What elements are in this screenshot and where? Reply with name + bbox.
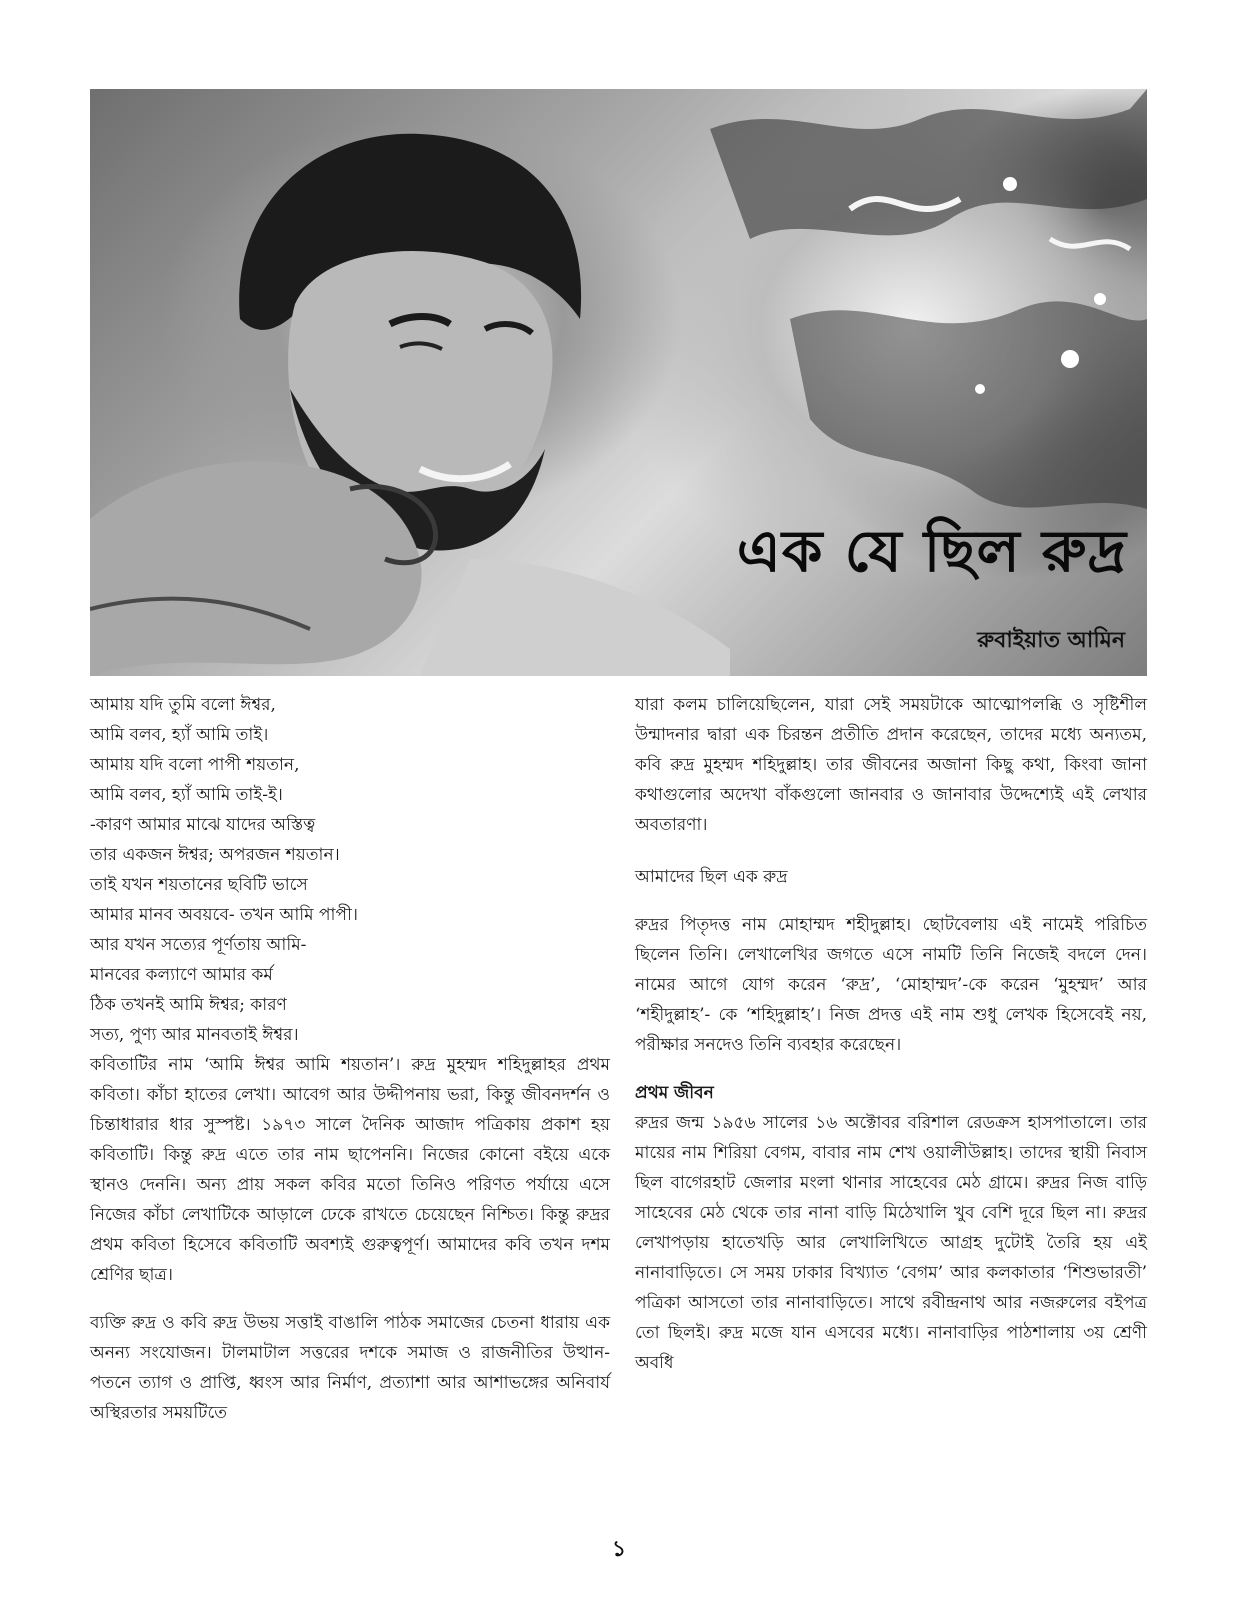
right-column	[635, 690, 1147, 1378]
name-paragraph: রুদ্রর পিতৃদত্ত নাম মোহাম্মদ শহীদুল্লাহ। ছোটবেলায় এই নামেই পরিচিত ছিলেন তিনি। লেখালেখির জগতে এসে নামটি তিনি নিজেই বদলে দেন। নামের আগে যোগ করেন ‘রুদ্র’, ‘মোহাম্মদ’-কে করেন ‘মুহম্মদ’ আর ‘শহীদুল্লাহ’- কে ‘শহিদুল্লাহ’। নিজ প্রদত্ত এই নাম শুধু লেখক হিসেবেই নয়, পরীক্ষার সনদেও তিনি ব্যবহার করেছেন।	[635, 915, 1147, 1055]
author-name: রুবাইয়াত আমিন	[977, 628, 1125, 653]
poem-line: সত্য, পুণ্য আর মানবতাই ঈশ্বর।	[90, 1025, 299, 1045]
intro-paragraph: যারা কলম চালিয়েছিলেন, যারা সেই সময়টাকে আত্মোপলব্ধি ও সৃষ্টিশীল উন্মাদনার দ্বারা এক চিরন্তন প্রতীতি প্রদান করেছেন, তাদের মধ্যে অন্যতম, কবি রুদ্র মুহম্মদ শহিদুল্লাহ। তার জীবনের অজানা কিছু কথা, কিংবা জানা কথাগুলোর অদেখা বাঁকগুলো জানবার ও জানাবার উদ্দেশ্যেই এই লেখার অবতারণা।	[635, 695, 1147, 835]
subheading: আমাদের ছিল এক রুদ্র	[635, 867, 788, 887]
hero-photo	[90, 89, 1147, 676]
poem-line: আমায় যদি তুমি বলো ঈশ্বর,	[90, 695, 276, 715]
poem-line: তার একজন ঈশ্বর; অপরজন শয়তান।	[90, 845, 340, 865]
poem-line: তাই যখন শয়তানের ছবিটি ভাসে	[90, 875, 308, 895]
poem-line: আর যখন সত্যের পূর্ণতায় আমি-	[90, 935, 307, 955]
section-heading: প্রথম জীবন	[635, 1083, 714, 1103]
poem-line: মানবের কল্যাণে আমার কর্ম	[90, 965, 273, 985]
page-number: ১	[611, 1537, 627, 1562]
poem-line: আমার মানব অবয়বে- তখন আমি পাপী।	[90, 905, 358, 925]
poem-line: আমি বলব, হ্যাঁ আমি তাই-ই।	[90, 785, 283, 805]
poem-line: আমি বলব, হ্যাঁ আমি তাই।	[90, 725, 269, 745]
poem	[90, 690, 610, 1050]
article-title: এক যে ছিল রুদ্র	[736, 517, 1127, 585]
poem-line: আমায় যদি বলো পাপী শয়তান,	[90, 755, 300, 775]
left-column	[90, 690, 610, 1428]
body-paragraph: ব্যক্তি রুদ্র ও কবি রুদ্র উভয় সত্তাই বাঙালি পাঠক সমাজের চেতনা ধারায় এক অনন্য সংযোজন। টালমাটাল সত্তরের দশকে সমাজ ও রাজনীতির উত্থান-পতনে ত্যাগ ও প্রাপ্তি, ধ্বংস আর নির্মাণ, প্রত্যাশা আর আশাভঙ্গের অনিবার্য অস্থিরতার সময়টিতে	[90, 1313, 610, 1423]
poem-line: ঠিক তখনই আমি ঈশ্বর; কারণ	[90, 995, 287, 1015]
poem-line: -কারণ আমার মাঝে যাদের অস্তিত্ব	[90, 815, 316, 835]
body-paragraph: কবিতাটির নাম ‘আমি ঈশ্বর আমি শয়তান’। রুদ্র মুহম্মদ শহিদুল্লাহর প্রথম কবিতা। কাঁচা হাতের লেখা। আবেগ আর উদ্দীপনায় ভরা, কিন্তু জীবনদর্শন ও চিন্তাধারার ধার সুস্পষ্ট। ১৯৭৩ সালে দৈনিক আজাদ পত্রিকায় প্রকাশ হয় কবিতাটি। কিন্তু রুদ্র এতে তার নাম ছাপেননি। নিজের কোনো বইয়ে একে স্থানও দেননি। অন্য প্রায় সকল কবির মতো তিনিও পরিণত পর্যায়ে এসে নিজের কাঁচা লেখাটিকে আড়ালে ঢেকে রাখতে চেয়েছেন নিশ্চিত। কিন্তু রুদ্রর প্রথম কবিতা হিসেবে কবিতাটি অবশ্যই গুরুত্বপূর্ণ। আমাদের কবি তখন দশম শ্রেণির ছাত্র।	[90, 1055, 610, 1285]
early-life-paragraph: রুদ্রর জন্ম ১৯৫৬ সালের ১৬ অক্টোবর বরিশাল রেডক্রস হাসপাতালে। তার মায়ের নাম শিরিয়া বেগম, বাবার নাম শেখ ওয়ালীউল্লাহ। তাদের স্থায়ী নিবাস ছিল বাগেরহাট জেলার মংলা থানার সাহেবের মেঠ গ্রামে। রুদ্রর নিজ বাড়ি সাহেবের মেঠ থেকে তার নানা বাড়ি মিঠেখালি খুব বেশি দূরে ছিল না। রুদ্রর লেখাপড়ায় হাতেখড়ি আর লেখালিখিতে আগ্রহ দুটোই তৈরি হয় এই নানাবাড়িতে। সে সময় ঢাকার বিখ্যাত ‘বেগম’ আর কলকাতার ‘শিশুভারতী’ পত্রিকা আসতো তার নানাবাড়িতে। সাথে রবীন্দ্রনাথ আর নজরুলের বইপত্র তো ছিলই। রুদ্র মজে যান এসবের মধ্যে। নানাবাড়ির পাঠশালায় ৩য় শ্রেণী অবধি	[635, 1113, 1147, 1373]
